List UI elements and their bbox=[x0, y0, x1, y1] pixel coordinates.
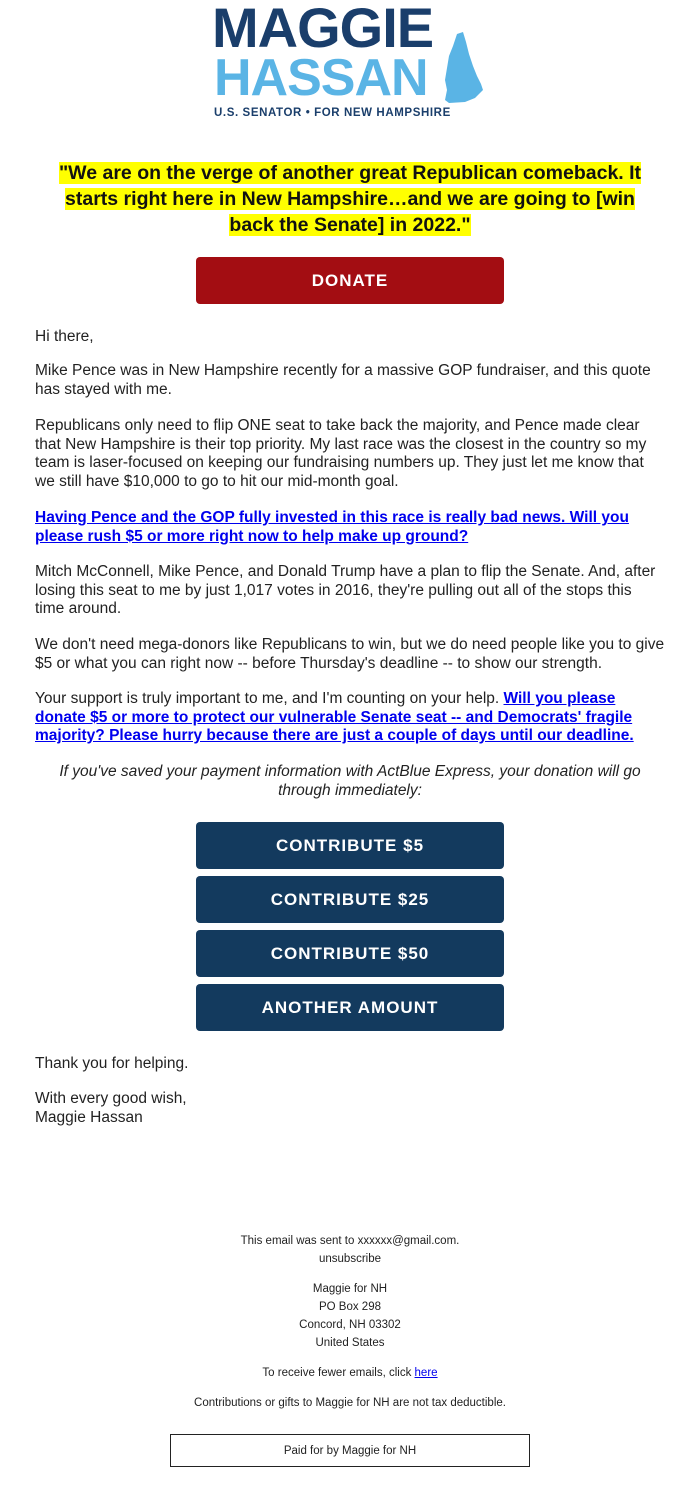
paragraph-5 bbox=[35, 690, 665, 746]
paid-for-disclaimer bbox=[170, 1434, 530, 1467]
footer-country: United States bbox=[315, 1337, 385, 1349]
greeting: Hi there, bbox=[35, 328, 94, 345]
campaign-logo bbox=[212, 0, 492, 124]
donation-link-2[interactable]: Will you please donate $5 or more to protect our vulnerable Senate seat -- and Democrats' fragile majority? Please hurry because there are just a couple of days until our deadline. bbox=[35, 690, 634, 744]
sign-off: With every good wish, bbox=[35, 1090, 187, 1107]
signature: Maggie Hassan bbox=[35, 1109, 143, 1126]
logo-first-name: MAGGIE bbox=[212, 0, 434, 59]
footer-org: Maggie for NH bbox=[312, 1283, 388, 1295]
logo-subtitle: U.S. SENATOR • FOR NEW HAMPSHIRE bbox=[214, 107, 451, 119]
logo-last-name: HASSAN bbox=[214, 49, 428, 107]
contribute-50-button[interactable]: CONTRIBUTE $50 bbox=[196, 930, 504, 977]
donation-link-1[interactable]: Having Pence and the GOP fully invested in this race is really bad news. Will you please rush $5 or more right now to help make up ground? bbox=[35, 509, 629, 545]
fewer-emails-link[interactable]: here bbox=[414, 1367, 438, 1379]
donation-link-paragraph bbox=[35, 509, 665, 546]
thanks-line: Thank you for helping. bbox=[35, 1055, 189, 1072]
new-hampshire-state-icon bbox=[439, 32, 485, 104]
unsubscribe-link[interactable]: unsubscribe bbox=[318, 1253, 381, 1265]
paragraph-1: Mike Pence was in New Hampshire recently for a massive GOP fundraiser, and this quote has stayed with me. bbox=[35, 362, 651, 398]
actblue-express-note: If you've saved your payment information with ActBlue Express, your donation will go through immediately: bbox=[59, 763, 641, 799]
paid-for-text: Paid for by Maggie for NH bbox=[283, 1444, 417, 1457]
footer-unsubscribe-row bbox=[0, 1250, 700, 1268]
another-amount-button[interactable]: ANOTHER AMOUNT bbox=[196, 984, 504, 1031]
footer-po-box: PO Box 298 bbox=[318, 1301, 381, 1313]
paragraph-2: Republicans only need to flip ONE seat to take back the majority, and Pence made clear that New Hampshire is their top priority. My last race was the closest in the country so my team is laser-focused on keeping our fundraising numbers up. They just let me know that we still have $10,000 to go to hit our mid-month goal. bbox=[35, 417, 647, 490]
footer-tax-note: Contributions or gifts to Maggie for NH are not tax deductible. bbox=[194, 1397, 506, 1409]
highlighted-quote bbox=[44, 160, 656, 238]
footer-sent-to: This email was sent to xxxxxx@gmail.com. bbox=[240, 1235, 460, 1247]
paragraph-3: Mitch McConnell, Mike Pence, and Donald Trump have a plan to flip the Senate. And, after losing this seat to me by just 1,017 votes in 2016, they're pulling out all of the stops this time around. bbox=[35, 563, 656, 617]
quote-text: "We are on the verge of another great Republican comeback. It starts right here in New Hampshire…and we are going to [win back the Senate] in 2022." bbox=[58, 162, 642, 236]
footer-fewer-emails bbox=[0, 1364, 700, 1382]
donate-button[interactable]: DONATE bbox=[196, 257, 504, 304]
contribute-5-button[interactable]: CONTRIBUTE $5 bbox=[196, 822, 504, 869]
fewer-emails-text: To receive fewer emails, click bbox=[262, 1367, 415, 1379]
paragraph-5-text: Your support is truly important to me, and I'm counting on your help. bbox=[35, 690, 504, 707]
footer-city: Concord, NH 03302 bbox=[299, 1319, 401, 1331]
contribute-25-button[interactable]: CONTRIBUTE $25 bbox=[196, 876, 504, 923]
paragraph-4: We don't need mega-donors like Republicans to win, but we do need people like you to give $5 or what you can right now -- before Thursday's deadline -- to show our strength. bbox=[35, 636, 665, 672]
